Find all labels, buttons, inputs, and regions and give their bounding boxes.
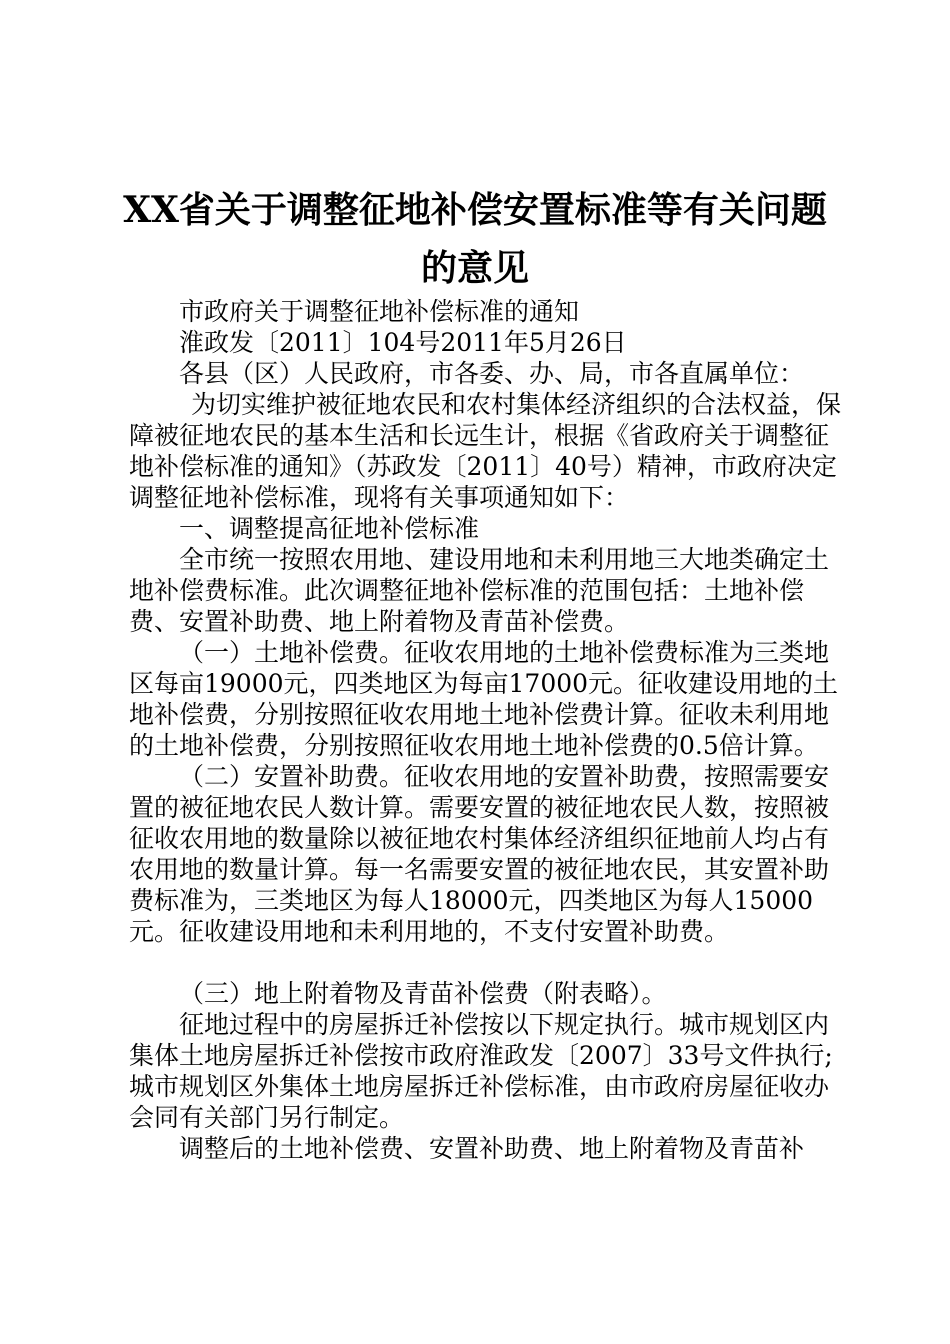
paragraph-resettlement-subsidy: （二）安置补助费。征收农用地的安置补助费，按照需要安置的被征地农民人数计算。需要安置的被征地农民人数，按照被征收农用地的数量除以被征地农村集体经济组织征地前人均占有农用地的数量计算。每一名需要安置的被征地农民，其安置补助费标准为，三类地区为每人18000元，四类地区为每人15000元。征收建设用地和未利用地的，不支付安置补助费。 xyxy=(129,762,830,946)
paragraph-scope: 全市统一按照农用地、建设用地和未利用地三大地类确定土地补偿费标准。此次调整征地补偿标准的范围包括：土地补偿费、安置补助费、地上附着物及青苗补偿费。 xyxy=(129,545,830,636)
document-body xyxy=(129,296,841,1164)
document-number-date: 淮政发〔2011〕104号2011年5月26日 xyxy=(179,328,627,357)
paragraph-gap xyxy=(129,947,841,978)
addressee-line: 各县（区）人民政府，市各委、办、局，市各直属单位： xyxy=(179,359,805,388)
paragraph-adjusted-fees: 调整后的土地补偿费、安置补助费、地上附着物及青苗补 xyxy=(179,1134,805,1163)
paragraph-intro: 为切实维护被征地农民和农村集体经济组织的合法权益，保障被征地农民的基本生活和长远生计，根据《省政府关于调整征地补偿标准的通知》（苏政发〔2011〕40号）精神，市政府决定调整征地补偿标准，现将有关事项通知如下： xyxy=(129,390,842,512)
paragraph-house-demolition: 征地过程中的房屋拆迁补偿按以下规定执行。城市规划区内集体土地房屋拆迁补偿按市政府淮政发〔2007〕33号文件执行;城市规划区外集体土地房屋拆迁补偿标准，由市政府房屋征收办会同有关部门另行制定。 xyxy=(129,1010,833,1132)
section-heading-one: 一、调整提高征地补偿标准 xyxy=(179,514,480,543)
document-title-line-1: XX省关于调整征地补偿安置标准等有关问题 xyxy=(123,189,827,231)
paragraph-attachments: （三）地上附着物及青苗补偿费（附表略）。 xyxy=(179,979,667,1008)
paragraph-land-compensation: （一）土地补偿费。征收农用地的土地补偿费标准为三类地区每亩19000元，四类地区为每亩17000元。征收建设用地的土地补偿费，分别按照征收农用地土地补偿费计算。征收未利用地的土地补偿费，分别按照征收农用地土地补偿费的0.5倍计算。 xyxy=(129,638,839,760)
notice-heading: 市政府关于调整征地补偿标准的通知 xyxy=(179,297,580,326)
document-title-line-2: 的意见 xyxy=(420,247,529,289)
